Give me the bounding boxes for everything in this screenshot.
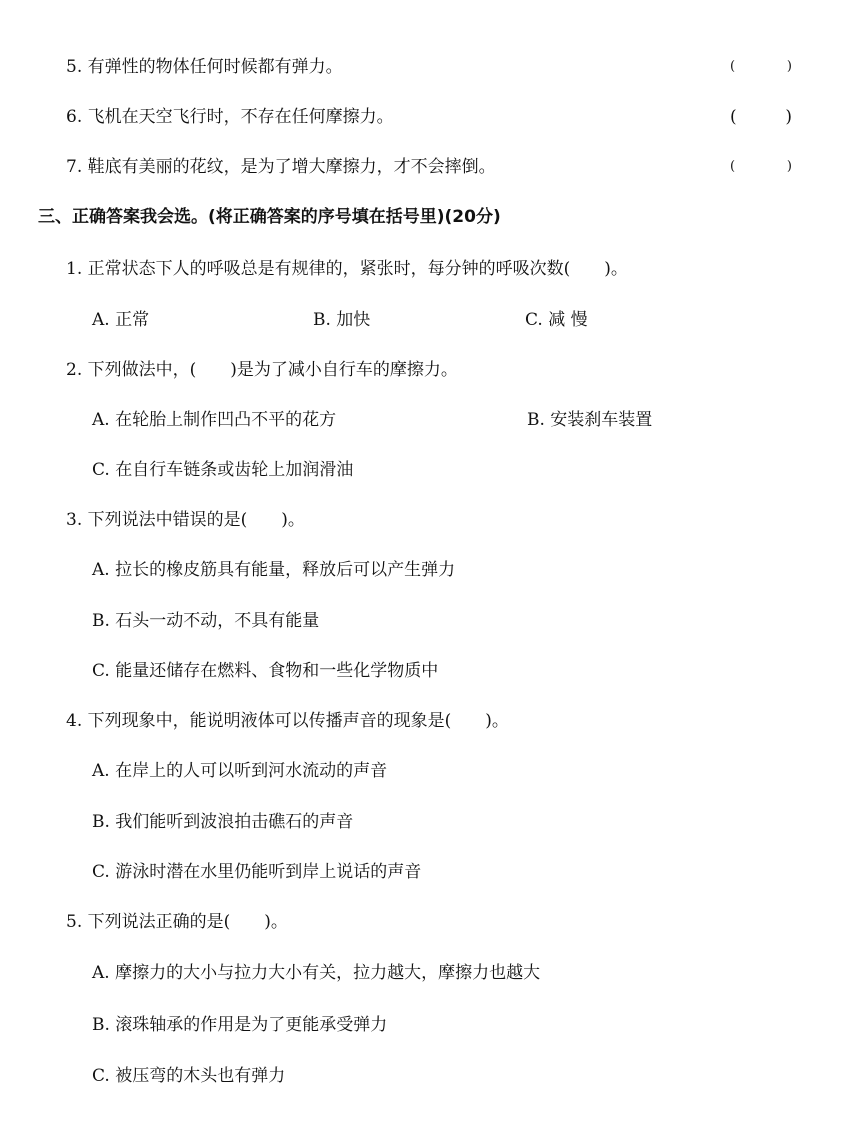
question-5-option-b[interactable]: B. 滚珠轴承的作用是为了更能承受弹力 (92, 1015, 388, 1035)
section-3-title: 三、正确答案我会选。(将正确答案的序号填在括号里)(20分) (38, 207, 501, 227)
tf-item-number: 5. (66, 57, 83, 77)
question-2-option-c[interactable]: C. 在自行车链条或齿轮上加润滑油 (92, 460, 354, 480)
question-4-option-c[interactable]: C. 游泳时潜在水里仍能听到岸上说话的声音 (92, 862, 422, 882)
tf-item-6 (66, 105, 394, 129)
question-3-option-a[interactable]: A. 拉长的橡皮筋具有能量，释放后可以产生弹力 (92, 560, 456, 580)
tf-item-5 (66, 55, 343, 79)
question-3-option-c[interactable]: C. 能量还储存在燃料、食物和一些化学物质中 (92, 661, 439, 681)
question-2: 2. 下列做法中，( )是为了减小自行车的摩擦力。 (66, 360, 458, 380)
question-5-option-a[interactable]: A. 摩擦力的大小与拉力大小有关，拉力越大，摩擦力也越大 (92, 963, 541, 983)
tf-item-7 (66, 155, 496, 179)
question-4: 4. 下列现象中，能说明液体可以传播声音的现象是( )。 (66, 711, 509, 731)
question-1-option-a[interactable]: A. 正常 (92, 310, 150, 330)
question-4-option-a[interactable]: A. 在岸上的人可以听到河水流动的声音 (92, 761, 388, 781)
question-3: 3. 下列说法中错误的是( )。 (66, 510, 305, 530)
question-5-option-c[interactable]: C. 被压弯的木头也有弹力 (92, 1066, 286, 1086)
question-2-option-a[interactable]: A. 在轮胎上制作凹凸不平的花方 (92, 410, 337, 430)
tf-item-number: 6. (66, 107, 83, 127)
tf-item-text: 鞋底有美丽的花纹，是为了增大摩擦力，才不会摔倒。 (87, 157, 496, 177)
question-4-option-b[interactable]: B. 我们能听到波浪拍击礁石的声音 (92, 812, 354, 832)
question-1-option-c[interactable]: C. 减 慢 (525, 310, 588, 330)
tf-item-text: 飞机在天空飞行时，不存在任何摩擦力。 (87, 107, 394, 127)
question-5: 5. 下列说法正确的是( )。 (66, 912, 288, 932)
tf-answer-blank-7[interactable]: ( ) (730, 159, 792, 174)
tf-answer-blank-6[interactable]: ( ) (730, 107, 792, 127)
question-1-option-b[interactable]: B. 加快 (313, 310, 371, 330)
tf-answer-blank-5[interactable]: ( ) (730, 59, 792, 74)
question-3-option-b[interactable]: B. 石头一动不动，不具有能量 (92, 611, 320, 631)
question-2-option-b[interactable]: B. 安装刹车装置 (527, 410, 653, 430)
tf-item-number: 7. (66, 157, 83, 177)
question-1: 1. 正常状态下人的呼吸总是有规律的，紧张时，每分钟的呼吸次数( )。 (66, 259, 628, 279)
tf-item-text: 有弹性的物体任何时候都有弹力。 (87, 57, 343, 77)
